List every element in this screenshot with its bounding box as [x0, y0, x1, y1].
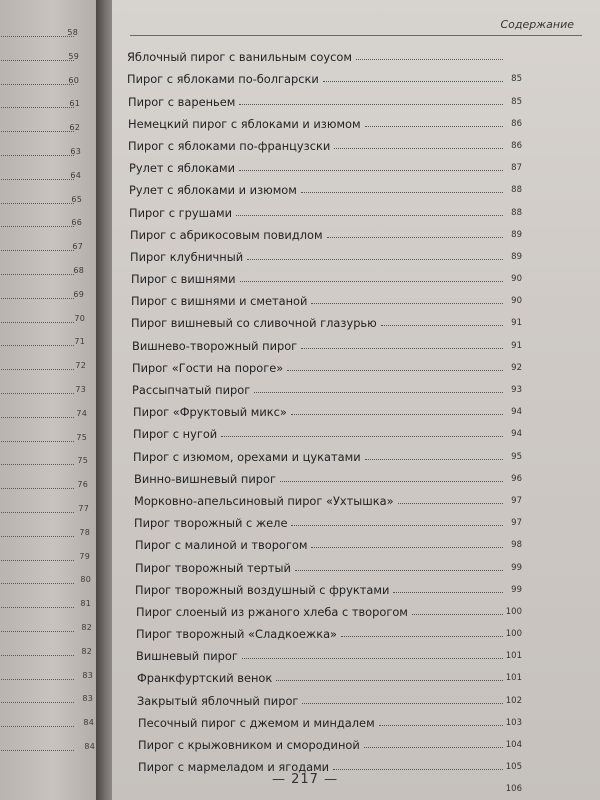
- toc-entry: [132, 353, 522, 375]
- toc-entry: [136, 641, 522, 663]
- toc-entry-title: Пирог творожный «Сладкоежка»: [136, 627, 338, 642]
- toc-entry-page: 91: [511, 318, 522, 329]
- toc-entry: [129, 197, 522, 219]
- toc-leader-dots: [291, 525, 503, 526]
- toc-entry-page: 102: [505, 695, 522, 706]
- toc-entry-page: 100: [505, 629, 522, 640]
- toc-entry: [134, 508, 522, 530]
- toc-entry: [127, 42, 522, 64]
- toc-entry-page: 101: [505, 651, 522, 662]
- toc-entry: [135, 530, 522, 552]
- left-page-entry: [0, 573, 96, 587]
- toc-entry-page: 96: [511, 473, 522, 484]
- left-page-entry: [0, 121, 96, 135]
- toc-entry: [134, 486, 522, 508]
- toc-entry-title: Рулет с яблоками: [129, 161, 236, 176]
- toc-entry-title: Пирог с яблоками по-французски: [128, 138, 331, 153]
- toc-entry: [130, 242, 522, 264]
- left-page-entry: [0, 383, 96, 397]
- toc-entry-page: 94: [511, 407, 522, 418]
- toc-leader-dots: [295, 570, 503, 571]
- left-page-entry: [0, 526, 96, 540]
- left-page-number: 65: [71, 194, 82, 204]
- left-page-number: 81: [80, 599, 91, 609]
- toc-leader-dots: [242, 658, 503, 659]
- toc-leader-dots: [287, 370, 503, 371]
- toc-entry-title: Вишневый пирог: [136, 649, 238, 664]
- toc-leader-dots: [236, 215, 503, 216]
- toc-entry-page: 89: [511, 251, 522, 262]
- left-page-number: 67: [72, 242, 83, 252]
- toc-entry-title: Вишнево-творожный пирог: [132, 338, 298, 353]
- toc-entry-page: 87: [511, 163, 522, 174]
- toc-entry-page: 97: [511, 495, 522, 506]
- left-page-entry: [0, 454, 96, 468]
- toc-entry-page: 104: [505, 740, 522, 750]
- page-number: — 217 —: [272, 772, 339, 787]
- toc-entry-title: Пирог с изюмом, орехами и цукатами: [133, 449, 361, 464]
- toc-entry-page: 88: [511, 185, 522, 196]
- left-page-number: 75: [76, 432, 87, 442]
- toc-entry-title: Пирог творожный тертый: [135, 560, 291, 575]
- left-page-number: 77: [78, 504, 89, 513]
- toc-entry-title: Пирог с абрикосовым повидлом: [130, 227, 323, 242]
- left-page-entry: [0, 216, 96, 230]
- left-page-number: 70: [74, 313, 85, 323]
- toc-leader-dots: [239, 104, 503, 105]
- contents-page: [112, 0, 600, 800]
- toc-entry: [134, 464, 522, 486]
- toc-leader-dots: [341, 636, 503, 637]
- toc-entry-page: 90: [511, 296, 522, 307]
- toc-entry-page: 86: [511, 140, 522, 151]
- toc-entry-title: Пирог «Гости на пороге»: [132, 360, 284, 375]
- toc-leader-dots: [356, 59, 503, 60]
- toc-leader-dots: [398, 503, 503, 504]
- toc-leader-dots: [393, 592, 503, 593]
- left-page-number: 83: [82, 694, 93, 704]
- left-page-entry: [0, 240, 96, 254]
- toc-entry: [131, 286, 522, 308]
- toc-entry-title: Пирог с вишнями и сметаной: [131, 294, 308, 309]
- toc-leader-dots: [333, 769, 503, 770]
- left-page-number: 64: [70, 170, 81, 180]
- toc-entry-page: 98: [511, 540, 522, 551]
- left-page-entry: [0, 97, 96, 111]
- toc-entry: [128, 109, 522, 131]
- toc-entry-page: 101: [505, 673, 522, 684]
- left-page-entry: [0, 621, 96, 635]
- left-page-number: 71: [74, 337, 85, 347]
- toc-entry: [138, 730, 522, 752]
- toc-entry: [136, 619, 522, 641]
- left-page-number: 84: [84, 742, 95, 751]
- toc-entry: [133, 419, 522, 441]
- toc-entry-page: 95: [511, 451, 522, 462]
- left-page-number: 80: [80, 575, 91, 585]
- toc-entry-page: 85: [511, 74, 522, 85]
- toc-leader-dots: [365, 126, 503, 127]
- toc-leader-dots: [311, 547, 503, 548]
- toc-entry: [137, 685, 522, 707]
- toc-entry: [138, 752, 522, 774]
- toc-entry: [128, 86, 522, 108]
- toc-entry: [133, 397, 522, 419]
- left-page-entry: [0, 26, 96, 40]
- toc-entry-page: 99: [511, 584, 522, 595]
- toc-leader-dots: [301, 348, 503, 349]
- toc-entry: [128, 131, 522, 153]
- left-page-number: 83: [82, 670, 93, 680]
- toc-entry: [132, 330, 522, 352]
- left-page-entry: [0, 193, 96, 207]
- toc-entry: [133, 441, 522, 463]
- toc-leader-dots: [381, 325, 503, 326]
- toc-entry: [138, 708, 522, 730]
- toc-leader-dots: [276, 680, 502, 681]
- toc-entry-title: Рассыпчатый пирог: [132, 383, 251, 397]
- toc-entry-title: Немецкий пирог с яблоками и изюмом: [128, 116, 361, 131]
- toc-entry-page: 88: [511, 207, 522, 218]
- left-page-entry: [0, 169, 96, 183]
- toc-entry: [135, 575, 522, 597]
- left-page-entry: [0, 264, 96, 278]
- left-page-number: 78: [79, 527, 90, 537]
- toc-entry-page: 106: [505, 784, 522, 795]
- toc-entry-title: Закрытый яблочный пирог: [137, 693, 299, 708]
- toc-entry-page: 85: [511, 96, 522, 107]
- toc-entry-page: 94: [511, 429, 522, 440]
- left-page-number: 61: [69, 99, 80, 109]
- toc-entry-page: 92: [511, 362, 522, 373]
- toc-leader-dots: [364, 747, 503, 748]
- toc-entry: [129, 153, 522, 175]
- toc-leader-dots: [239, 170, 503, 171]
- toc-leader-dots: [327, 237, 503, 238]
- toc-entry-page: 103: [505, 717, 522, 728]
- toc-leader-dots: [323, 81, 503, 82]
- toc-leader-dots: [247, 259, 503, 260]
- running-head: Содержание: [500, 18, 574, 31]
- toc-entry: [130, 220, 522, 242]
- toc-entry-page: 91: [511, 340, 522, 351]
- left-page-entry: [0, 597, 96, 611]
- left-page-number: 60: [68, 75, 79, 85]
- toc-entry: [137, 663, 522, 685]
- toc-entry-title: Пирог с грушами: [129, 205, 233, 220]
- toc-entry-title: Пирог с вишнями: [131, 272, 236, 287]
- left-page-entry: [0, 669, 96, 683]
- left-page-number: 76: [77, 480, 88, 490]
- toc-entry-page: 97: [511, 518, 522, 529]
- left-page-entry: [0, 478, 96, 492]
- toc-entry-title: Пирог с вареньем: [128, 94, 236, 109]
- toc-entry-title: Пирог с малиной и творогом: [135, 538, 308, 553]
- toc-entry: [136, 597, 522, 619]
- toc-entry-page: 90: [511, 274, 522, 285]
- toc-entry: [132, 375, 522, 397]
- toc-entry-page: 86: [511, 118, 522, 129]
- left-page-number: 84: [83, 718, 94, 728]
- toc-entry: [135, 552, 522, 574]
- toc-entry-title: Франкфуртский венок: [137, 671, 273, 686]
- left-page-entry: [0, 502, 96, 516]
- toc-leader-dots: [379, 725, 503, 726]
- table-of-contents: [127, 42, 522, 796]
- toc-entry: [127, 64, 522, 86]
- toc-entry: [129, 175, 522, 197]
- toc-leader-dots: [291, 414, 503, 415]
- toc-entry-title: Морковно-апельсиновый пирог «Ухтышка»: [134, 493, 394, 508]
- toc-leader-dots: [280, 481, 503, 482]
- header-rule: [130, 35, 582, 36]
- left-page-number: 69: [73, 289, 84, 299]
- toc-leader-dots: [334, 148, 503, 149]
- left-page-entry: [0, 312, 96, 326]
- toc-entry-title: Пирог с крыжовником и смородиной: [138, 738, 360, 752]
- left-page-number: 74: [76, 408, 87, 418]
- left-page-number: 72: [75, 361, 86, 371]
- toc-leader-dots: [221, 436, 503, 437]
- toc-entry-title: Рулет с яблоками и изюмом: [129, 183, 297, 198]
- left-page-entry: [0, 550, 96, 564]
- toc-entry: [131, 264, 522, 286]
- toc-entry-title: Пирог с нугой: [133, 427, 218, 442]
- toc-entry-title: Пирог вишневый со сливочной глазурью: [131, 316, 377, 331]
- left-page-entry: [0, 740, 96, 754]
- toc-entry-title: Пирог с мармеладом и ягодами: [138, 760, 330, 775]
- toc-entry-page: 93: [511, 385, 522, 395]
- left-page-number: 68: [73, 266, 84, 275]
- previous-page: [0, 0, 96, 800]
- left-page-number: 75: [77, 456, 88, 466]
- left-page-number: 58: [67, 28, 78, 37]
- left-page-number: 82: [81, 623, 92, 632]
- left-page-entry: [0, 288, 96, 302]
- toc-entry-title: Пирог «Фруктовый микс»: [133, 405, 287, 420]
- left-page-entry: [0, 145, 96, 159]
- toc-entry-page: 99: [511, 562, 522, 573]
- left-page-number: 66: [71, 218, 82, 228]
- toc-entry-title: Винно-вишневый пирог: [134, 471, 276, 486]
- toc-leader-dots: [365, 459, 503, 460]
- toc-entry-title: Пирог с яблоками по-болгарски: [127, 72, 319, 87]
- toc-leader-dots: [412, 614, 503, 615]
- toc-entry-page: 100: [505, 606, 522, 617]
- left-page-number: 73: [75, 385, 86, 394]
- left-page-entry: [0, 692, 96, 706]
- left-page-number: 82: [81, 646, 92, 656]
- toc-leader-dots: [311, 303, 503, 304]
- toc-leader-dots: [240, 281, 504, 282]
- toc-entry-title: Пирог творожный воздушный с фруктами: [135, 582, 390, 597]
- left-page-entry: [0, 716, 96, 730]
- left-page-entry: [0, 74, 96, 88]
- toc-entry-title: Яблочный пирог с ванильным соусом: [127, 50, 352, 65]
- toc-entry-title: Пирог клубничный: [130, 249, 244, 264]
- toc-entry-title: Пирог творожный с желе: [134, 516, 288, 531]
- left-page-entry: [0, 359, 96, 373]
- left-page-entry: [0, 335, 96, 349]
- left-page-number: 79: [79, 551, 90, 561]
- left-page-number: 62: [69, 123, 80, 133]
- toc-leader-dots: [254, 392, 503, 393]
- left-page-number: 63: [70, 147, 81, 156]
- toc-leader-dots: [302, 703, 502, 704]
- left-page-entry: [0, 407, 96, 421]
- left-page-number: 59: [68, 51, 79, 61]
- toc-entry-page: 89: [511, 229, 522, 240]
- toc-entry: [131, 308, 522, 330]
- toc-entry-title: Песочный пирог с джемом и миндалем: [138, 715, 375, 730]
- left-page-entry: [0, 431, 96, 445]
- toc-entry-page: 105: [505, 762, 522, 773]
- left-page-entry: [0, 50, 96, 64]
- toc-entry-title: Пирог слоеный из ржаного хлеба с творогом: [136, 604, 408, 619]
- left-page-entry: [0, 645, 96, 659]
- toc-leader-dots: [301, 192, 503, 193]
